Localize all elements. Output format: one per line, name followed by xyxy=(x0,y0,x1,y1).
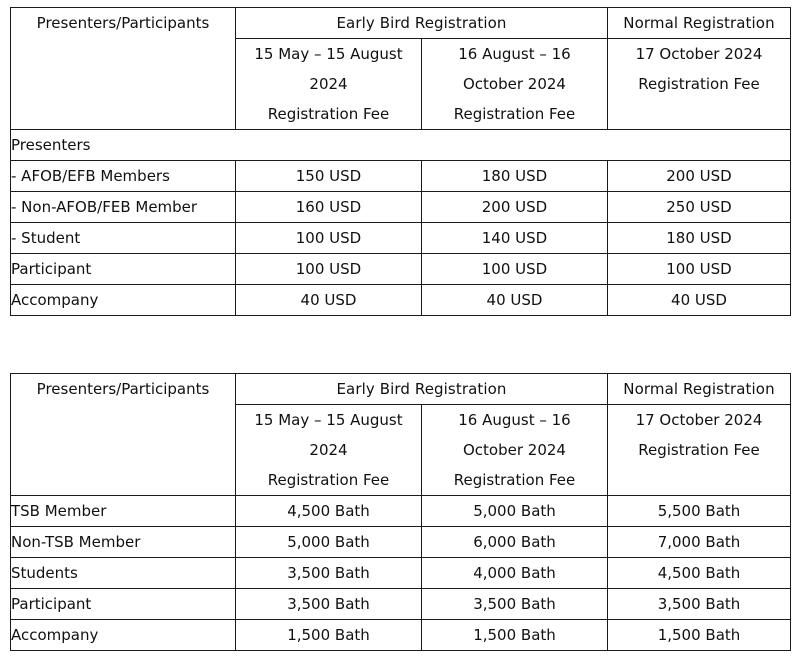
table-row xyxy=(11,527,791,558)
fee-cell: 3,500 Bath xyxy=(422,589,608,620)
fee-cell: 200 USD xyxy=(422,192,608,223)
period-line: October 2024 xyxy=(463,75,566,93)
period-line: 15 May – 15 August xyxy=(254,45,403,63)
fee-cell: 5,500 Bath xyxy=(608,496,791,527)
period-early-2 xyxy=(422,405,608,496)
table-row xyxy=(11,496,791,527)
row-label: - AFOB/EFB Members xyxy=(11,161,236,192)
fee-cell: 1,500 Bath xyxy=(608,620,791,651)
section-presenters: Presenters xyxy=(11,130,791,161)
row-label: Students xyxy=(11,558,236,589)
fee-cell: 3,500 Bath xyxy=(608,589,791,620)
fee-cell: 40 USD xyxy=(236,285,422,316)
fee-cell: 180 USD xyxy=(608,223,791,254)
fee-cell: 150 USD xyxy=(236,161,422,192)
period-line: Registration Fee xyxy=(638,75,760,93)
row-label: Participant xyxy=(11,254,236,285)
table-row xyxy=(11,254,791,285)
period-line: Registration Fee xyxy=(267,105,390,123)
fee-cell: 3,500 Bath xyxy=(236,589,422,620)
fee-cell: 100 USD xyxy=(422,254,608,285)
period-line: 2024 xyxy=(309,441,348,459)
header-presenters-participants: Presenters/Participants xyxy=(11,8,236,130)
row-label: - Student xyxy=(11,223,236,254)
period-line: Registration Fee xyxy=(453,471,576,489)
fee-cell: 6,000 Bath xyxy=(422,527,608,558)
fee-cell: 200 USD xyxy=(608,161,791,192)
fee-cell: 40 USD xyxy=(608,285,791,316)
header-row xyxy=(11,374,791,405)
fee-cell: 1,500 Bath xyxy=(422,620,608,651)
period-line: 2024 xyxy=(309,75,348,93)
fee-cell: 40 USD xyxy=(422,285,608,316)
fee-cell: 5,000 Bath xyxy=(422,496,608,527)
period-line: Registration Fee xyxy=(267,471,390,489)
table-row xyxy=(11,161,791,192)
period-line: 17 October 2024 xyxy=(635,45,763,63)
section-row xyxy=(11,130,791,161)
header-normal: Normal Registration xyxy=(608,8,791,39)
fee-cell: 100 USD xyxy=(608,254,791,285)
row-label: Accompany xyxy=(11,620,236,651)
table-row xyxy=(11,620,791,651)
fee-table-usd xyxy=(10,7,791,316)
table-row xyxy=(11,558,791,589)
header-row xyxy=(11,8,791,39)
fee-cell: 4,500 Bath xyxy=(236,496,422,527)
period-line: Registration Fee xyxy=(638,441,760,459)
row-label: Non-TSB Member xyxy=(11,527,236,558)
fee-cell: 250 USD xyxy=(608,192,791,223)
fee-cell: 7,000 Bath xyxy=(608,527,791,558)
fee-cell: 160 USD xyxy=(236,192,422,223)
header-early-bird: Early Bird Registration xyxy=(236,374,608,405)
table-row xyxy=(11,589,791,620)
fee-cell: 1,500 Bath xyxy=(236,620,422,651)
period-line: 16 August – 16 xyxy=(458,411,571,429)
period-line: 15 May – 15 August xyxy=(254,411,403,429)
table-row xyxy=(11,223,791,254)
row-label: Participant xyxy=(11,589,236,620)
fee-cell: 4,500 Bath xyxy=(608,558,791,589)
row-label: Accompany xyxy=(11,285,236,316)
row-label: TSB Member xyxy=(11,496,236,527)
fee-cell: 3,500 Bath xyxy=(236,558,422,589)
period-normal xyxy=(608,405,791,496)
fee-cell: 100 USD xyxy=(236,223,422,254)
period-line: 17 October 2024 xyxy=(635,411,763,429)
period-early-1 xyxy=(236,39,422,130)
period-line xyxy=(608,99,790,129)
fee-cell: 140 USD xyxy=(422,223,608,254)
fee-cell: 100 USD xyxy=(236,254,422,285)
header-early-bird: Early Bird Registration xyxy=(236,8,608,39)
header-presenters-participants: Presenters/Participants xyxy=(11,374,236,496)
period-early-2 xyxy=(422,39,608,130)
fee-cell: 4,000 Bath xyxy=(422,558,608,589)
period-normal xyxy=(608,39,791,130)
fee-cell: 5,000 Bath xyxy=(236,527,422,558)
table-row xyxy=(11,285,791,316)
period-line xyxy=(608,465,790,495)
header-normal: Normal Registration xyxy=(608,374,791,405)
fee-cell: 180 USD xyxy=(422,161,608,192)
period-early-1 xyxy=(236,405,422,496)
period-line: October 2024 xyxy=(463,441,566,459)
period-line: 16 August – 16 xyxy=(458,45,571,63)
period-line: Registration Fee xyxy=(453,105,576,123)
fee-table-bath xyxy=(10,373,791,651)
table-row xyxy=(11,192,791,223)
row-label: - Non-AFOB/FEB Member xyxy=(11,192,236,223)
